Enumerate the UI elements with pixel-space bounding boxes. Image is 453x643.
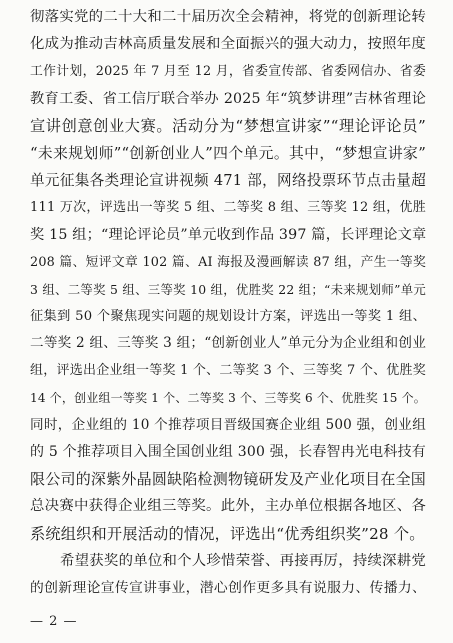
text-line: 总决赛中获得企业组三等奖。此外，主办单位根据各地区、各 xyxy=(30,498,426,515)
text-line: 宣讲创意创业大赛。活动分为“梦想宣讲家”“理论评论员” xyxy=(30,116,426,135)
text-line: 3 组、二等奖 5 组、三等奖 10 组，优胜奖 22 组；“未来规划师”单元 xyxy=(30,281,426,297)
text-line: 征集到 50 个聚焦现实问题的规划设计方案，评选出一等奖 1 组、 xyxy=(30,309,426,325)
text-line: 14 个，创业组一等奖 1 个、二等奖 3 个、三等奖 6 个、优胜奖 15 个。 xyxy=(30,390,426,405)
text-line: 组，评选出企业组一等奖 1 个、二等奖 3 个、三等奖 7 个、优胜奖 xyxy=(30,363,426,379)
text-line: 单元征集各类理论宣讲视频 471 部，网络投票环节点击量超 xyxy=(30,172,426,190)
text-line: 奖 15 组；“理论评论员”单元收到作品 397 篇，长评理论文章 xyxy=(30,226,426,243)
paragraph-first-line: 希望获奖的单位和个人珍惜荣誉、再接再厉，持续深耕党 xyxy=(60,552,426,569)
text-line: 限公司的深紫外晶圆缺陷检测物镜研发及产业化项目在全国 xyxy=(30,470,426,489)
text-line: 系统组织和开展活动的情况，评选出“优秀组织奖”28 个。 xyxy=(30,524,425,543)
text-line: 的 5 个推荐项目入围全国创业组 300 强，长春智冉光电科技有 xyxy=(30,444,426,460)
text-line: 彻落实党的二十大和二十届历次全会精神，将党的创新理论转 xyxy=(30,9,426,25)
text-line: 208 篇、短评文章 102 篇、AI 海报及漫画解读 87 组，产生一等奖 xyxy=(30,254,426,270)
text-line: 化成为推动吉林高质量发展和全面振兴的强大动力，按照年度 xyxy=(30,36,426,53)
text-line: 的创新理论宣传宣讲事业，潜心创作更多具有说服力、传播力、 xyxy=(30,579,426,596)
text-line: 111 万次，评选出一等奖 5 组、二等奖 8 组、三等奖 12 组，优胜 xyxy=(30,200,426,216)
text-line: 同时，企业组的 10 个推荐项目晋级国赛企业组 500 强，创业组 xyxy=(30,416,426,433)
page-number: — 2 — xyxy=(30,614,78,629)
text-line: “未来规划师”“创新创业人”四个单元。其中，“梦想宣讲家” xyxy=(30,144,426,162)
text-line: 教育工委、省工信厅联合举办 2025 年“筑梦讲理”吉林省理论 xyxy=(30,90,426,107)
body-text xyxy=(30,4,426,602)
text-line: 工作计划，2025 年 7 月至 12 月，省委宣传部、省委网信办、省委 xyxy=(30,64,426,80)
text-line: 二等奖 2 组、三等奖 3 组；“创新创业人”单元分为企业组和创业 xyxy=(30,335,426,352)
